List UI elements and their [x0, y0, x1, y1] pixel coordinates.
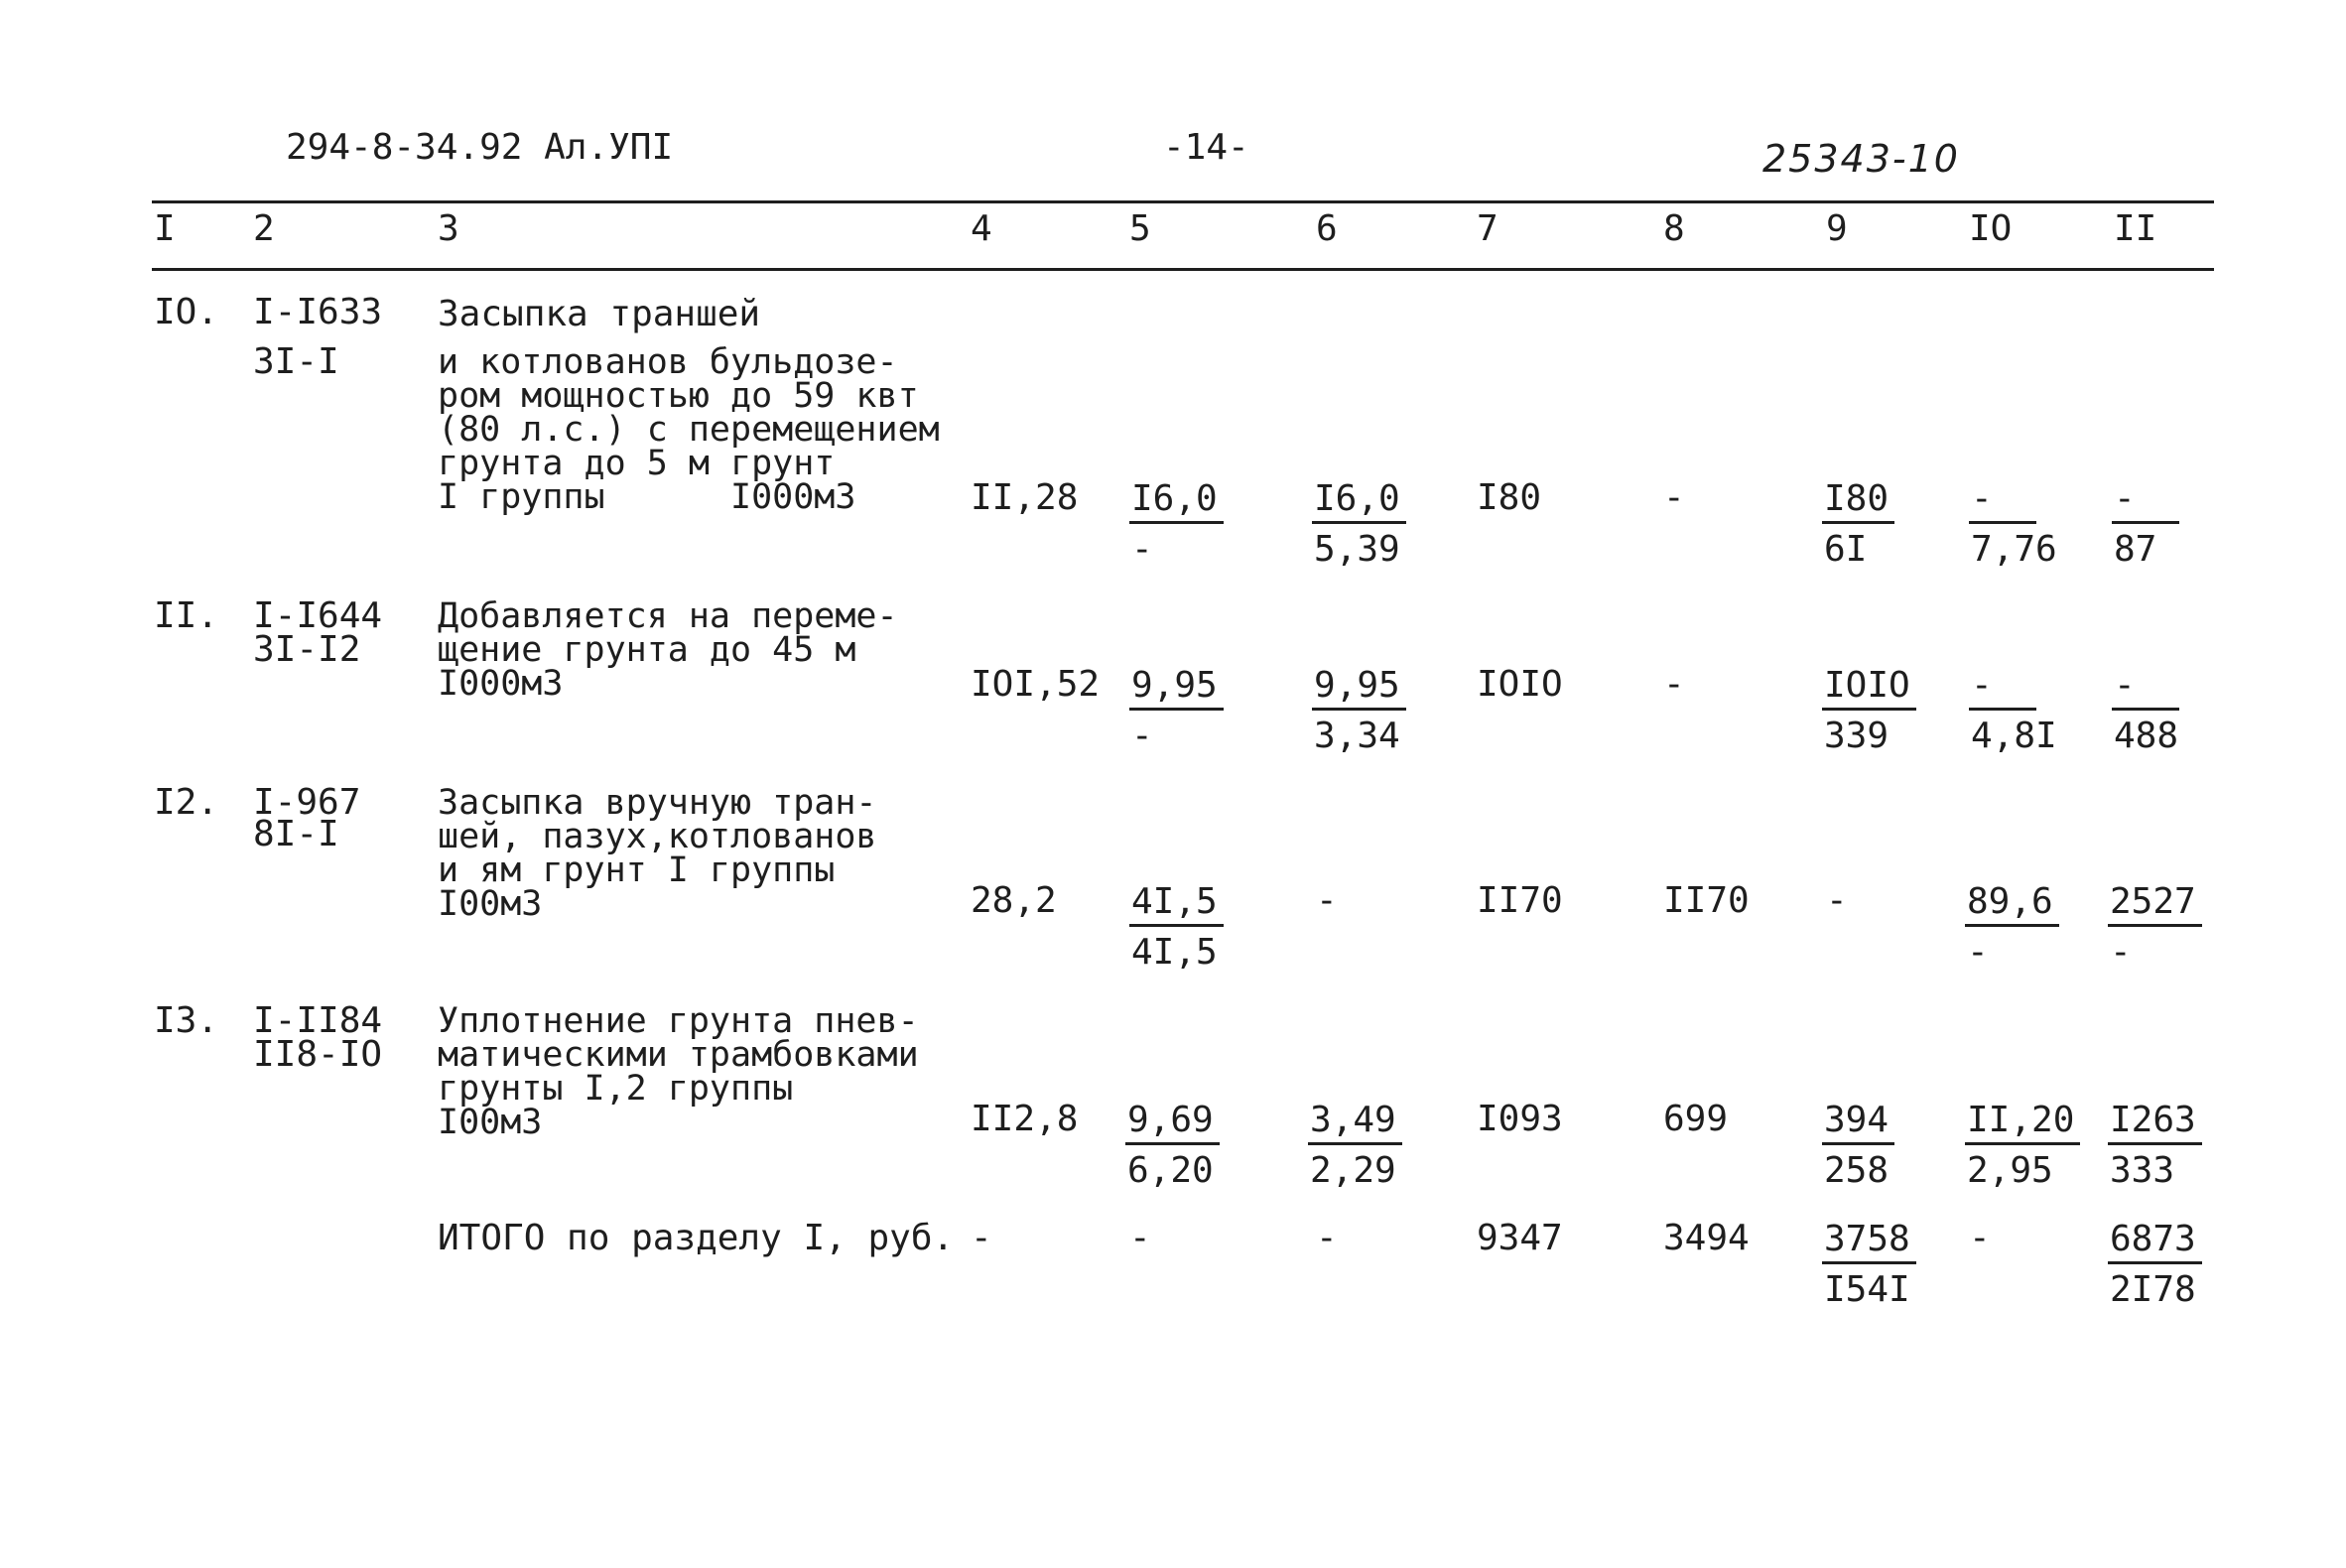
table-header-rule — [152, 268, 2214, 271]
total-label: ИТОГО по разделу I, руб. — [438, 1218, 955, 1258]
column-header: I — [154, 208, 176, 249]
unit-cost-fraction: $\frac{4I,5}{4I,5}$ — [1129, 881, 1224, 973]
price-code: 8I-I — [253, 814, 339, 854]
column-header: 9 — [1826, 208, 1848, 249]
page-number: -14- — [1163, 127, 1249, 168]
row-number: II. — [154, 595, 219, 636]
row-number: IO. — [154, 292, 219, 332]
total-cost-fraction: - 488 — [2114, 665, 2179, 756]
total-cost: - — [1663, 664, 1685, 705]
norm-code: I-I633 — [253, 292, 383, 332]
total-cost: I80 — [1477, 477, 1542, 518]
column-header: 2 — [253, 208, 275, 249]
unit-cost-fraction: $\frac{9,95}{3,34}$ — [1312, 665, 1406, 756]
work-description: Добавляется на переме- щение грунта до 45 м I000м3 — [438, 596, 898, 704]
total-cost: II70 — [1663, 880, 1750, 921]
total-cost-fraction: 89,6 - — [1965, 881, 2059, 973]
unit-cost-fraction: $\frac{I6,0}{5,39}$ — [1312, 478, 1406, 570]
column-header: 4 — [971, 208, 992, 249]
work-description: Уплотнение грунта пнев- матическими трамбовками грунты I,2 группы I00м3 — [438, 1001, 919, 1142]
total-cost-fraction: $\frac{3758}{I54I}$ — [1822, 1219, 1916, 1310]
row-number: I3. — [154, 1000, 219, 1041]
work-description: Засыпка вручную тран- шей, пазух,котлованов и ям грунт I группы I00м3 — [438, 783, 877, 924]
total-quantity: - — [971, 1218, 992, 1258]
total-cost-fraction: $\frac{I80}{6I}$ — [1822, 478, 1894, 570]
total-cost: - — [1129, 1218, 1151, 1258]
total-cost-fraction: IOIO 339 — [1822, 665, 1916, 756]
unit-cost-fraction: $\frac{3,49}{2,29}$ — [1308, 1100, 1402, 1191]
column-header: IO — [1969, 208, 2013, 249]
column-header: 7 — [1477, 208, 1499, 249]
total-cost: - — [1663, 477, 1685, 518]
total-cost: IOIO — [1477, 664, 1563, 705]
work-description-title: Засыпка траншей — [438, 294, 761, 334]
norm-code: I-967 — [253, 782, 361, 823]
total-cost-fraction: 2527 - — [2108, 881, 2202, 973]
total-cost: - — [1826, 880, 1848, 921]
quantity: II,28 — [971, 477, 1079, 518]
quantity: 28,2 — [971, 880, 1057, 921]
column-header: 3 — [438, 208, 459, 249]
total-cost: I093 — [1477, 1099, 1563, 1139]
document-code: 294-8-34.92 Ал.УПI — [286, 127, 674, 168]
total-cost: 9347 — [1477, 1218, 1563, 1258]
total-cost: 699 — [1663, 1099, 1729, 1139]
total-cost-fraction: $\frac{6873}{2I78}$ — [2108, 1219, 2202, 1310]
price-code: II8-IO — [253, 1034, 383, 1075]
quantity: II2,8 — [971, 1099, 1079, 1139]
table-top-rule — [152, 200, 2214, 203]
total-cost: - — [1316, 1218, 1338, 1258]
column-header: 6 — [1316, 208, 1338, 249]
column-header: II — [2114, 208, 2157, 249]
quantity: IOI,52 — [971, 664, 1101, 705]
column-header: 8 — [1663, 208, 1685, 249]
unit-cost: - — [1316, 880, 1338, 921]
total-cost-fraction: $\frac{I263}{333}$ — [2108, 1100, 2202, 1191]
work-description: и котлованов бульдозе- ром мощностью до 59 квт (80 л.с.) с перемещением грунта до 5 м грунт I группы I000м3 — [438, 342, 940, 517]
total-cost-fraction: - 7,76 — [1971, 478, 2057, 570]
norm-code: I-II84 — [253, 1000, 383, 1041]
total-cost: 3494 — [1663, 1218, 1750, 1258]
unit-cost-fraction: I6,0 - — [1129, 478, 1224, 570]
total-cost-fraction: - 87 — [2112, 478, 2179, 570]
total-cost-fraction: $\frac{394}{258}$ — [1822, 1100, 1894, 1191]
norm-code: I-I644 — [253, 595, 383, 636]
total-cost: II70 — [1477, 880, 1563, 921]
column-header: 5 — [1129, 208, 1151, 249]
unit-cost-fraction: $\frac{9,69}{6,20}$ — [1125, 1100, 1220, 1191]
row-number: I2. — [154, 782, 219, 823]
handwritten-number: 25343-10 — [1762, 137, 1960, 181]
price-code: 3I-I — [253, 341, 339, 382]
total-cost: - — [1969, 1218, 1991, 1258]
price-code: 3I-I2 — [253, 629, 361, 670]
unit-cost-fraction: 9,95 - — [1129, 665, 1224, 756]
total-cost-fraction: - 4,8I — [1971, 665, 2057, 756]
total-cost-fraction: $\frac{II,20}{2,95}$ — [1965, 1100, 2080, 1191]
